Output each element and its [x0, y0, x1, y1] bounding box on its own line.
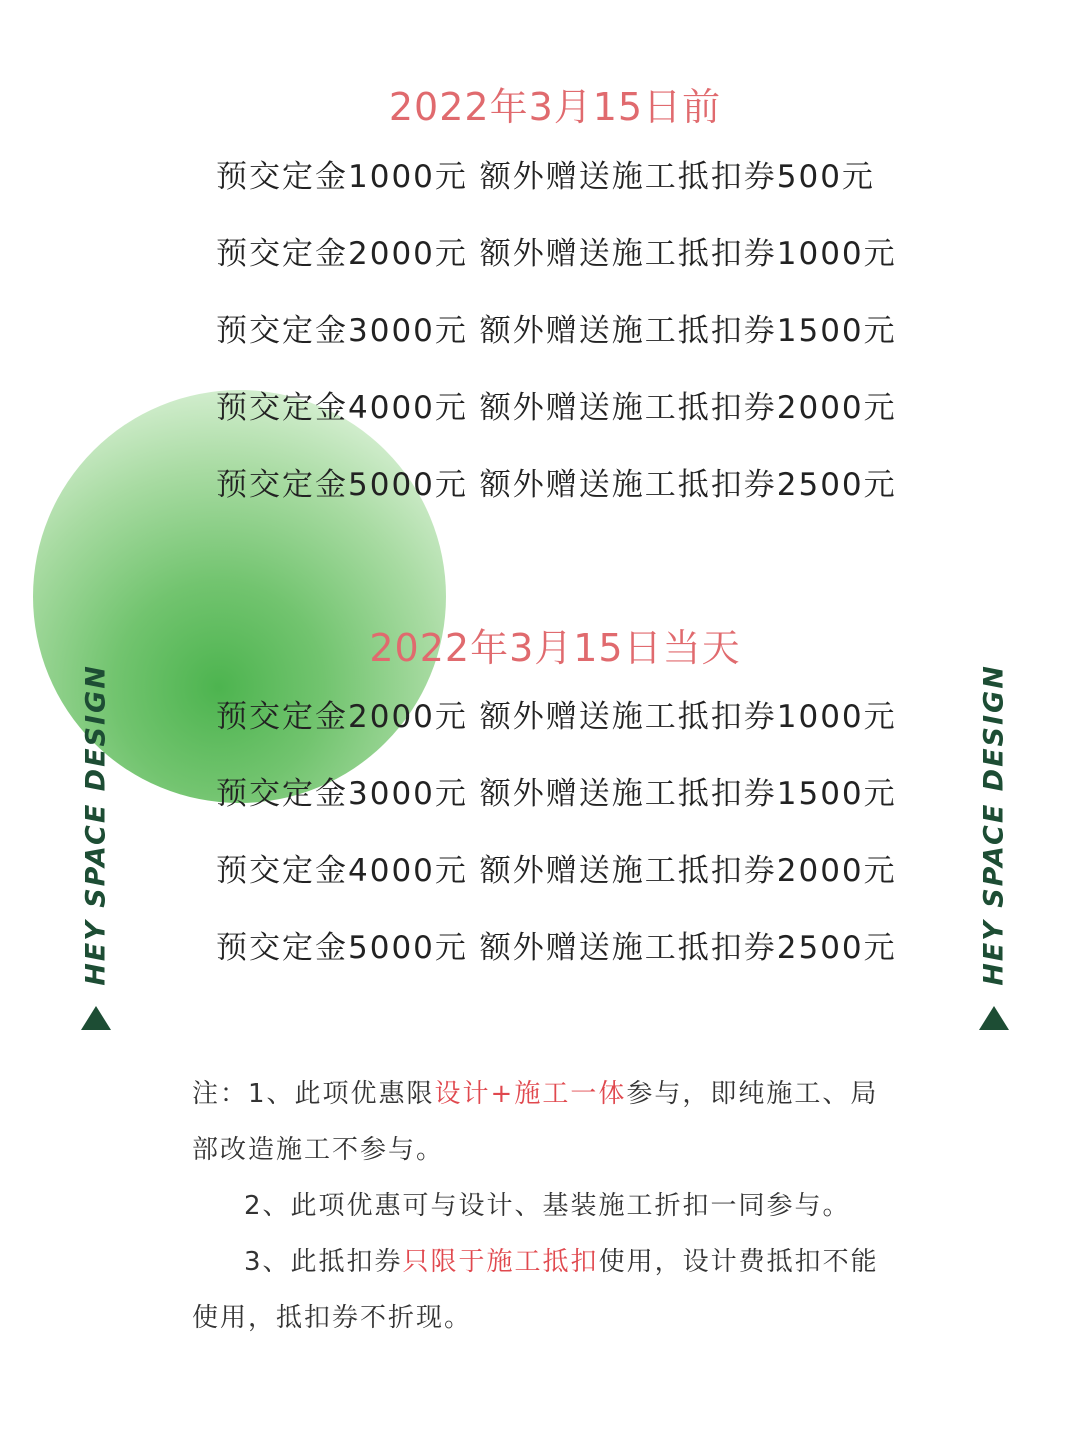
- note-1-suffix: 参与，即纯施工、局部改造施工不参与。: [192, 1079, 879, 1165]
- triangle-icon: [979, 1006, 1009, 1030]
- note-1: [192, 1066, 897, 1178]
- offer-line: 预交定金3000元 额外赠送施工抵扣券1500元: [216, 776, 897, 812]
- offer-line: 预交定金5000元 额外赠送施工抵扣券2500元: [216, 930, 897, 966]
- offer-line: 预交定金1000元 额外赠送施工抵扣券500元: [216, 159, 875, 195]
- brand-vertical-left: [78, 664, 114, 1030]
- notes-block: [192, 1066, 897, 1346]
- offer-line: 预交定金4000元 额外赠送施工抵扣券2000元: [216, 390, 897, 426]
- offer-line: 预交定金3000元 额外赠送施工抵扣券1500元: [216, 313, 897, 349]
- offer-list-before: [216, 155, 897, 540]
- note-1-highlight: 设计+施工一体: [434, 1079, 627, 1109]
- note-3-prefix: 3、此抵扣券: [244, 1247, 403, 1277]
- offer-line: 预交定金4000元 额外赠送施工抵扣券2000元: [216, 853, 897, 889]
- offer-line: 预交定金2000元 额外赠送施工抵扣券1000元: [216, 236, 897, 272]
- triangle-icon: [81, 1006, 111, 1030]
- brand-vertical-right: [976, 664, 1012, 1030]
- note-3: [192, 1234, 897, 1346]
- section-title-day: 2022年3月15日当天: [369, 626, 741, 670]
- offer-line: 预交定金2000元 额外赠送施工抵扣券1000元: [216, 699, 897, 735]
- brand-text: HEY SPACE DESIGN: [80, 664, 112, 986]
- section-title-before: 2022年3月15日前: [388, 85, 722, 129]
- brand-text: HEY SPACE DESIGN: [978, 664, 1010, 986]
- offer-list-day: [216, 695, 897, 1003]
- note-3-suffix: 使用，设计费抵扣不能使用，抵扣券不折现。: [192, 1247, 879, 1333]
- note-2: 2、此项优惠可与设计、基装施工折扣一同参与。: [244, 1191, 851, 1221]
- note-3-highlight: 只限于施工抵扣: [402, 1247, 599, 1277]
- note-1-prefix: 注：1、此项优惠限: [192, 1079, 435, 1109]
- offer-line: 预交定金5000元 额外赠送施工抵扣券2500元: [216, 467, 897, 503]
